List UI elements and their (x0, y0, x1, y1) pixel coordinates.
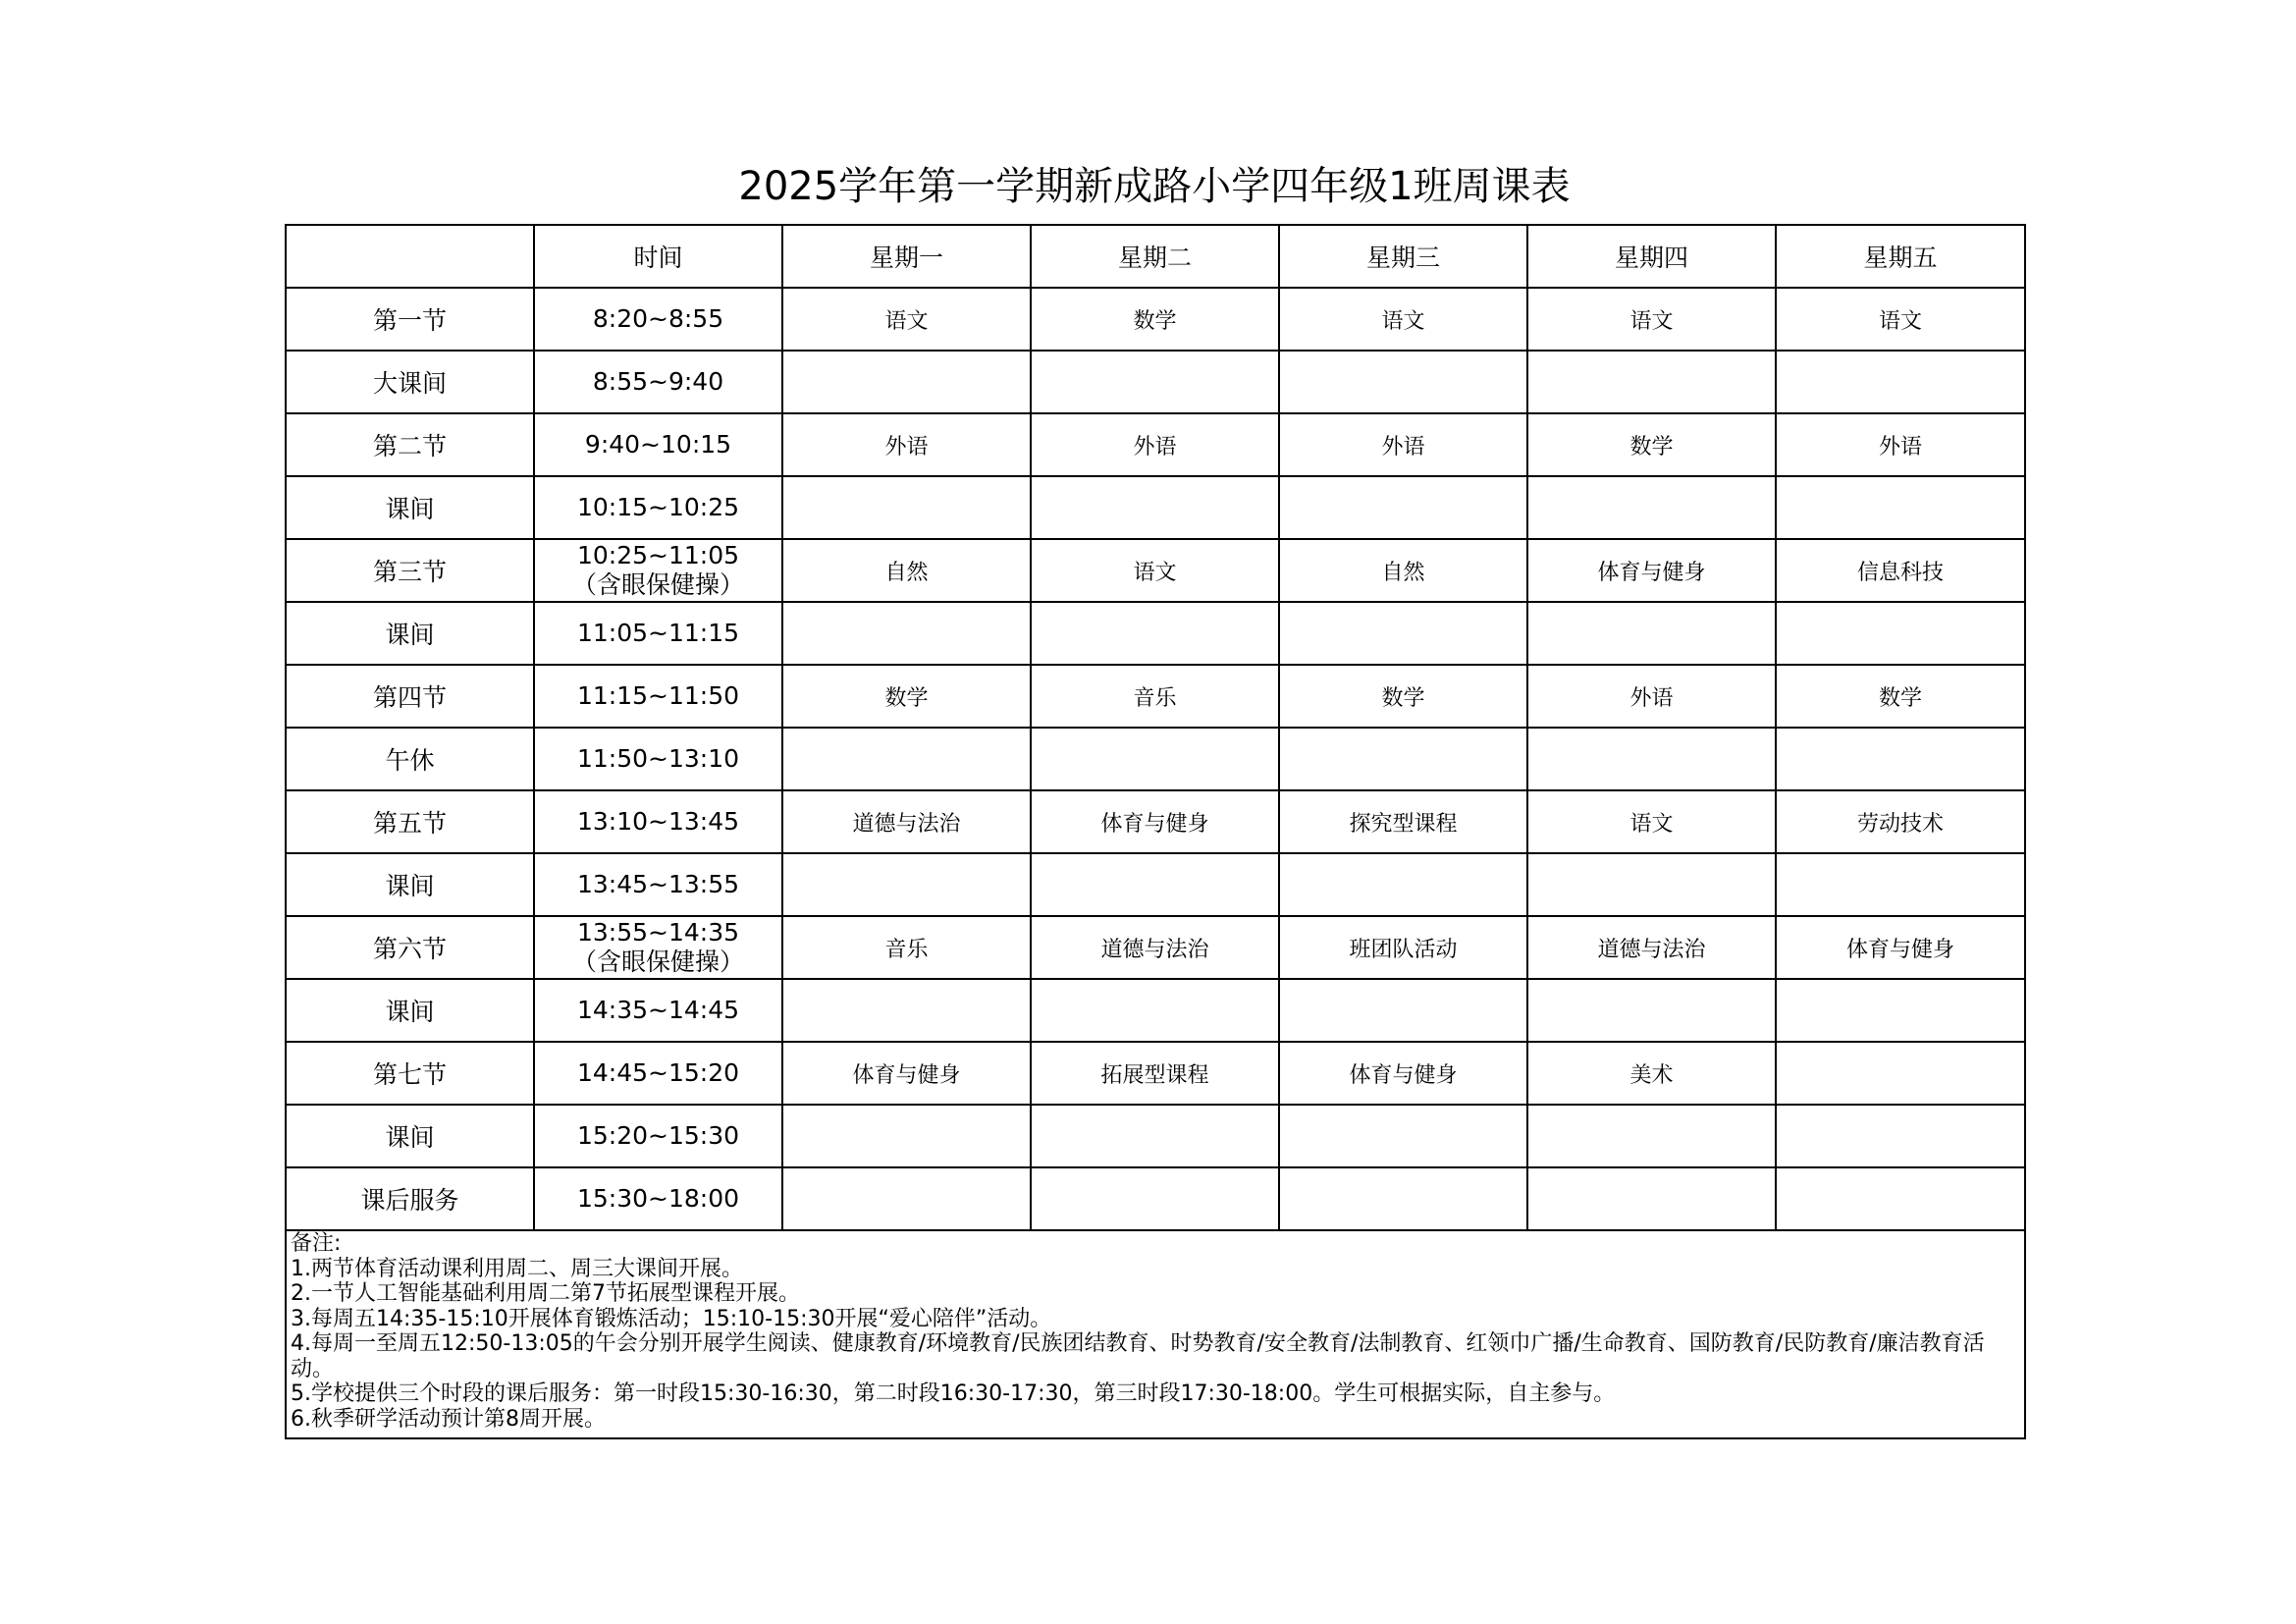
time-note: （含眼保健操） (571, 947, 744, 976)
subject-cell-mon: 自然 (782, 539, 1031, 602)
table-row (286, 1105, 2025, 1167)
subject-cell-tue (1031, 728, 1279, 790)
subject-cell-tue (1031, 602, 1279, 665)
subject-cell-wed: 自然 (1279, 539, 1527, 602)
subject-cell-fri: 数学 (1776, 665, 2025, 728)
subject-cell-mon: 外语 (782, 413, 1031, 476)
subject-cell-thu: 数学 (1527, 413, 1776, 476)
time-cell (534, 853, 782, 916)
period-cell: 课间 (286, 853, 534, 916)
note-item-3: 3.每周五14:35-15:10开展体育锻炼活动；15:10-15:30开展“爱心陪伴”活动。 (291, 1306, 1052, 1331)
period-cell: 课间 (286, 602, 534, 665)
subject-cell-wed (1279, 728, 1527, 790)
subject-cell-tue: 音乐 (1031, 665, 1279, 728)
subject-cell-wed: 语文 (1279, 288, 1527, 351)
subject-cell-mon: 数学 (782, 665, 1031, 728)
subject-cell-tue (1031, 979, 1279, 1042)
subject-cell-mon (782, 853, 1031, 916)
time-range: 10:15~10:25 (576, 493, 740, 521)
subject-cell-tue (1031, 476, 1279, 539)
period-cell: 第三节 (286, 539, 534, 602)
time-cell (534, 351, 782, 413)
subject-cell-thu (1527, 351, 1776, 413)
subject-cell-fri: 语文 (1776, 288, 2025, 351)
table-row (286, 790, 2025, 853)
subject-cell-mon (782, 476, 1031, 539)
header-blank-cell (286, 225, 534, 288)
time-range: 13:45~13:55 (576, 870, 740, 898)
table-row (286, 916, 2025, 979)
period-cell: 第七节 (286, 1042, 534, 1105)
table-row (286, 351, 2025, 413)
time-range: 11:05~11:15 (576, 619, 740, 647)
subject-cell-wed: 体育与健身 (1279, 1042, 1527, 1105)
header-day-mon: 星期一 (782, 225, 1031, 288)
subject-cell-fri: 劳动技术 (1776, 790, 2025, 853)
period-cell: 第二节 (286, 413, 534, 476)
subject-cell-thu (1527, 476, 1776, 539)
header-row (286, 225, 2025, 288)
subject-cell-fri (1776, 853, 2025, 916)
subject-cell-wed (1279, 476, 1527, 539)
period-cell: 午休 (286, 728, 534, 790)
subject-cell-fri (1776, 602, 2025, 665)
time-cell (534, 539, 782, 602)
time-cell (534, 665, 782, 728)
subject-cell-tue (1031, 853, 1279, 916)
period-cell: 第四节 (286, 665, 534, 728)
period-cell: 大课间 (286, 351, 534, 413)
subject-cell-thu (1527, 853, 1776, 916)
subject-cell-tue: 体育与健身 (1031, 790, 1279, 853)
subject-cell-thu (1527, 728, 1776, 790)
time-range: 10:25~11:05 (576, 541, 740, 569)
time-cell (534, 1042, 782, 1105)
subject-cell-wed (1279, 351, 1527, 413)
subject-cell-wed: 外语 (1279, 413, 1527, 476)
table-row (286, 602, 2025, 665)
subject-cell-mon (782, 728, 1031, 790)
subject-cell-mon: 道德与法治 (782, 790, 1031, 853)
subject-cell-thu (1527, 979, 1776, 1042)
table-row (286, 539, 2025, 602)
subject-cell-tue (1031, 1167, 1279, 1230)
period-cell: 课间 (286, 1105, 534, 1167)
subject-cell-wed (1279, 979, 1527, 1042)
subject-cell-thu: 语文 (1527, 288, 1776, 351)
subject-cell-wed (1279, 853, 1527, 916)
subject-cell-fri (1776, 476, 2025, 539)
time-cell (534, 916, 782, 979)
note-item-2: 2.一节人工智能基础利用周二第7节拓展型课程开展。 (291, 1281, 800, 1306)
subject-cell-fri (1776, 1105, 2025, 1167)
time-cell (534, 1105, 782, 1167)
notes-heading: 备注: (291, 1231, 342, 1256)
time-cell (534, 476, 782, 539)
table-row (286, 476, 2025, 539)
notes-section (286, 1230, 2025, 1438)
table-row (286, 853, 2025, 916)
time-cell (534, 790, 782, 853)
time-cell (534, 1167, 782, 1230)
header-day-thu: 星期四 (1527, 225, 1776, 288)
subject-cell-fri: 体育与健身 (1776, 916, 2025, 979)
subject-cell-wed (1279, 602, 1527, 665)
subject-cell-thu (1527, 602, 1776, 665)
table-row (286, 1167, 2025, 1230)
subject-cell-fri: 信息科技 (1776, 539, 2025, 602)
subject-cell-thu: 语文 (1527, 790, 1776, 853)
time-cell (534, 288, 782, 351)
subject-cell-tue: 拓展型课程 (1031, 1042, 1279, 1105)
page-title: 2025学年第一学期新成路小学四年级1班周课表 (738, 164, 1571, 209)
table-row (286, 1042, 2025, 1105)
subject-cell-fri (1776, 979, 2025, 1042)
subject-cell-tue: 外语 (1031, 413, 1279, 476)
time-range: 11:50~13:10 (576, 744, 740, 773)
subject-cell-thu: 美术 (1527, 1042, 1776, 1105)
subject-cell-thu (1527, 1167, 1776, 1230)
time-range: 8:20~8:55 (592, 304, 724, 333)
table-row (286, 979, 2025, 1042)
subject-cell-mon: 体育与健身 (782, 1042, 1031, 1105)
time-cell (534, 979, 782, 1042)
table-row (286, 413, 2025, 476)
subject-cell-fri: 外语 (1776, 413, 2025, 476)
subject-cell-mon (782, 602, 1031, 665)
time-range: 14:45~15:20 (576, 1058, 740, 1087)
subject-cell-wed (1279, 1105, 1527, 1167)
header-day-fri: 星期五 (1776, 225, 2025, 288)
time-range: 8:55~9:40 (592, 367, 724, 396)
note-item-6: 6.秋季研学活动预计第8周开展。 (291, 1406, 606, 1432)
time-range: 9:40~10:15 (584, 430, 732, 459)
period-cell: 课间 (286, 476, 534, 539)
period-cell: 第五节 (286, 790, 534, 853)
time-range: 15:20~15:30 (576, 1121, 740, 1150)
timetable (285, 224, 2026, 1439)
table-row (286, 665, 2025, 728)
period-cell: 课间 (286, 979, 534, 1042)
subject-cell-tue: 数学 (1031, 288, 1279, 351)
subject-cell-mon (782, 1105, 1031, 1167)
subject-cell-tue (1031, 351, 1279, 413)
period-cell: 第六节 (286, 916, 534, 979)
subject-cell-tue: 道德与法治 (1031, 916, 1279, 979)
time-range: 15:30~18:00 (576, 1184, 740, 1213)
subject-cell-fri (1776, 728, 2025, 790)
subject-cell-thu: 道德与法治 (1527, 916, 1776, 979)
subject-cell-fri (1776, 1042, 2025, 1105)
time-range: 14:35~14:45 (576, 996, 740, 1024)
subject-cell-wed (1279, 1167, 1527, 1230)
notes-cell (286, 1230, 2025, 1438)
subject-cell-wed: 探究型课程 (1279, 790, 1527, 853)
time-cell (534, 413, 782, 476)
note-item-4: 4.每周一至周五12:50-13:05的午会分别开展学生阅读、健康教育/环境教育/民族团结教育、时势教育/安全教育/法制教育、红领巾广播/生命教育、国防教育/民防教育/廉洁教育活动。 (291, 1331, 1985, 1381)
subject-cell-fri (1776, 1167, 2025, 1230)
subject-cell-mon (782, 1167, 1031, 1230)
time-cell (534, 602, 782, 665)
subject-cell-mon: 语文 (782, 288, 1031, 351)
note-item-5: 5.学校提供三个时段的课后服务：第一时段15:30-16:30，第二时段16:30-17:30，第三时段17:30-18:00。学生可根据实际，自主参与。 (291, 1381, 1616, 1406)
header-day-wed: 星期三 (1279, 225, 1527, 288)
period-cell: 第一节 (286, 288, 534, 351)
timetable-body (286, 225, 2025, 1230)
period-cell: 课后服务 (286, 1167, 534, 1230)
table-row (286, 288, 2025, 351)
subject-cell-thu: 体育与健身 (1527, 539, 1776, 602)
subject-cell-thu (1527, 1105, 1776, 1167)
time-range: 13:10~13:45 (576, 807, 740, 836)
subject-cell-mon: 音乐 (782, 916, 1031, 979)
table-row (286, 728, 2025, 790)
time-range: 13:55~14:35 (576, 918, 740, 947)
header-day-tue: 星期二 (1031, 225, 1279, 288)
subject-cell-fri (1776, 351, 2025, 413)
subject-cell-mon (782, 351, 1031, 413)
subject-cell-thu: 外语 (1527, 665, 1776, 728)
subject-cell-tue (1031, 1105, 1279, 1167)
subject-cell-mon (782, 979, 1031, 1042)
header-time: 时间 (534, 225, 782, 288)
subject-cell-tue: 语文 (1031, 539, 1279, 602)
subject-cell-wed: 数学 (1279, 665, 1527, 728)
time-range: 11:15~11:50 (576, 681, 740, 710)
time-cell (534, 728, 782, 790)
time-note: （含眼保健操） (571, 570, 744, 599)
notes-row (286, 1230, 2025, 1438)
note-item-1: 1.两节体育活动课利用周二、周三大课间开展。 (291, 1256, 743, 1281)
subject-cell-wed: 班团队活动 (1279, 916, 1527, 979)
